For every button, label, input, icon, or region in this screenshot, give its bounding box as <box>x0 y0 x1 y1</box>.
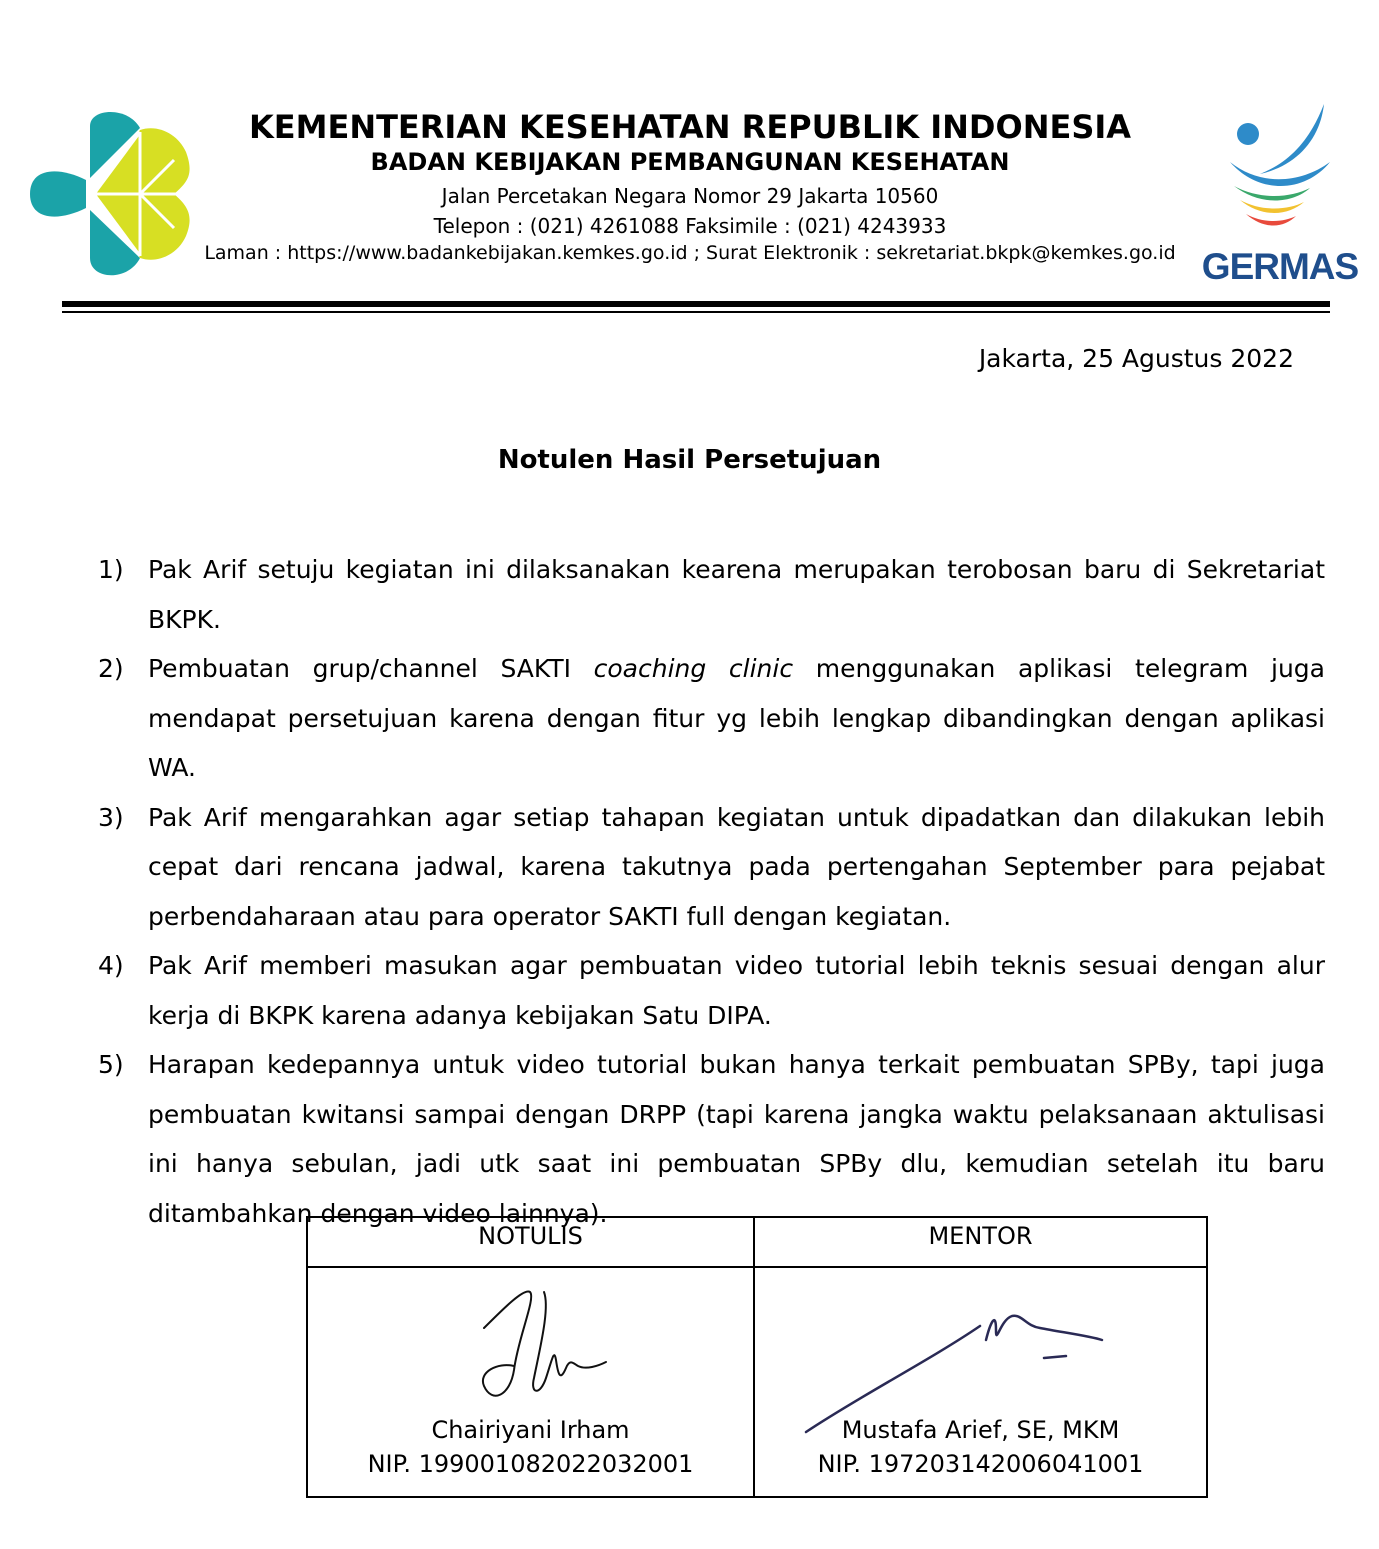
minutes-list <box>98 545 1325 1238</box>
list-item-text: Pak Arif mengarahkan agar setiap tahapan kegiatan untuk dipadatkan dan dilakukan lebih cepat dari rencana jadwal, karena takutnya pada pertengahan September para pejabat perbendaharaan atau para operator SAKTI full dengan kegiatan. <box>148 802 1325 931</box>
list-item <box>98 941 1325 1040</box>
document-title: Notulen Hasil Persetujuan <box>497 445 882 475</box>
signer-name: Mustafa Arief, SE, MKM <box>841 1416 1120 1444</box>
list-item <box>98 793 1325 942</box>
list-item-text: Pak Arif memberi masukan agar pembuatan video tutorial lebih teknis sesuai dengan alur kerja di BKPK karena adanya kebijakan Satu DIPA. <box>148 951 1325 1030</box>
signer-name: Chairiyani Irham <box>431 1416 630 1444</box>
list-item-text-italic: coaching clinic <box>593 654 794 683</box>
letterhead-divider-thick <box>62 301 1330 307</box>
list-item <box>98 644 1325 793</box>
list-item <box>98 545 1325 644</box>
document-date: Jakarta, 25 Agustus 2022 <box>978 344 1294 373</box>
list-item-text <box>148 654 1325 782</box>
letterhead-address: Jalan Percetakan Negara Nomor 29 Jakarta 10560 <box>441 184 939 208</box>
letterhead-divider-thin <box>62 311 1330 313</box>
notulis-signature <box>474 1278 614 1408</box>
letterhead-phone: Telepon : (021) 4261088 Faksimile : (021) 4243933 <box>433 214 947 238</box>
letterhead-web: Laman : https://www.badankebijakan.kemkes.go.id ; Surat Elektronik : sekretariat.bkpk@kemkes.go.id <box>204 242 1176 264</box>
list-item-number: 1) <box>98 555 124 584</box>
list-item-text: Harapan kedepannya untuk video tutorial bukan hanya terkait pembuatan SPBy, tapi juga pembuatan kwitansi sampai dengan DRPP (tapi karena jangka waktu pelaksanaan aktulisasi ini hanya sebulan, jadi utk saat ini pembuatan SPBy dlu, kemudian setelah itu baru ditambahkan dengan video lainnya). <box>148 1050 1325 1228</box>
list-item-number: 2) <box>98 654 124 683</box>
list-item-text-part: Pembuatan grup/channel SAKTI <box>148 654 594 683</box>
list-item-text-part: menggunakan aplikasi telegram juga mendapat persetujuan karena dengan fitur yg lebih lengkap dibandingkan dengan aplikasi WA. <box>148 654 1325 782</box>
germas-logo-text: GERMAS <box>1201 246 1359 287</box>
list-item-number: 3) <box>98 802 124 832</box>
letterhead-agency: BADAN KEBIJAKAN PEMBANGUNAN KESEHATAN <box>370 148 1010 176</box>
kemenkes-logo <box>28 108 193 280</box>
list-item <box>98 1040 1325 1238</box>
signature-role: NOTULIS <box>478 1222 583 1250</box>
list-item-text: Pak Arif setuju kegiatan ini dilaksanakan kearena merupakan terobosan baru di Sekretariat BKPK. <box>148 555 1325 634</box>
signer-nip: NIP. 199001082022032001 <box>367 1450 694 1478</box>
list-item-number: 4) <box>98 951 124 980</box>
list-item-number: 5) <box>98 1050 124 1079</box>
mentor-signature <box>800 1300 1110 1440</box>
letterhead-ministry: KEMENTERIAN KESEHATAN REPUBLIK INDONESIA <box>248 108 1132 146</box>
signer-nip: NIP. 197203142006041001 <box>817 1450 1144 1478</box>
signature-role: MENTOR <box>928 1222 1033 1250</box>
